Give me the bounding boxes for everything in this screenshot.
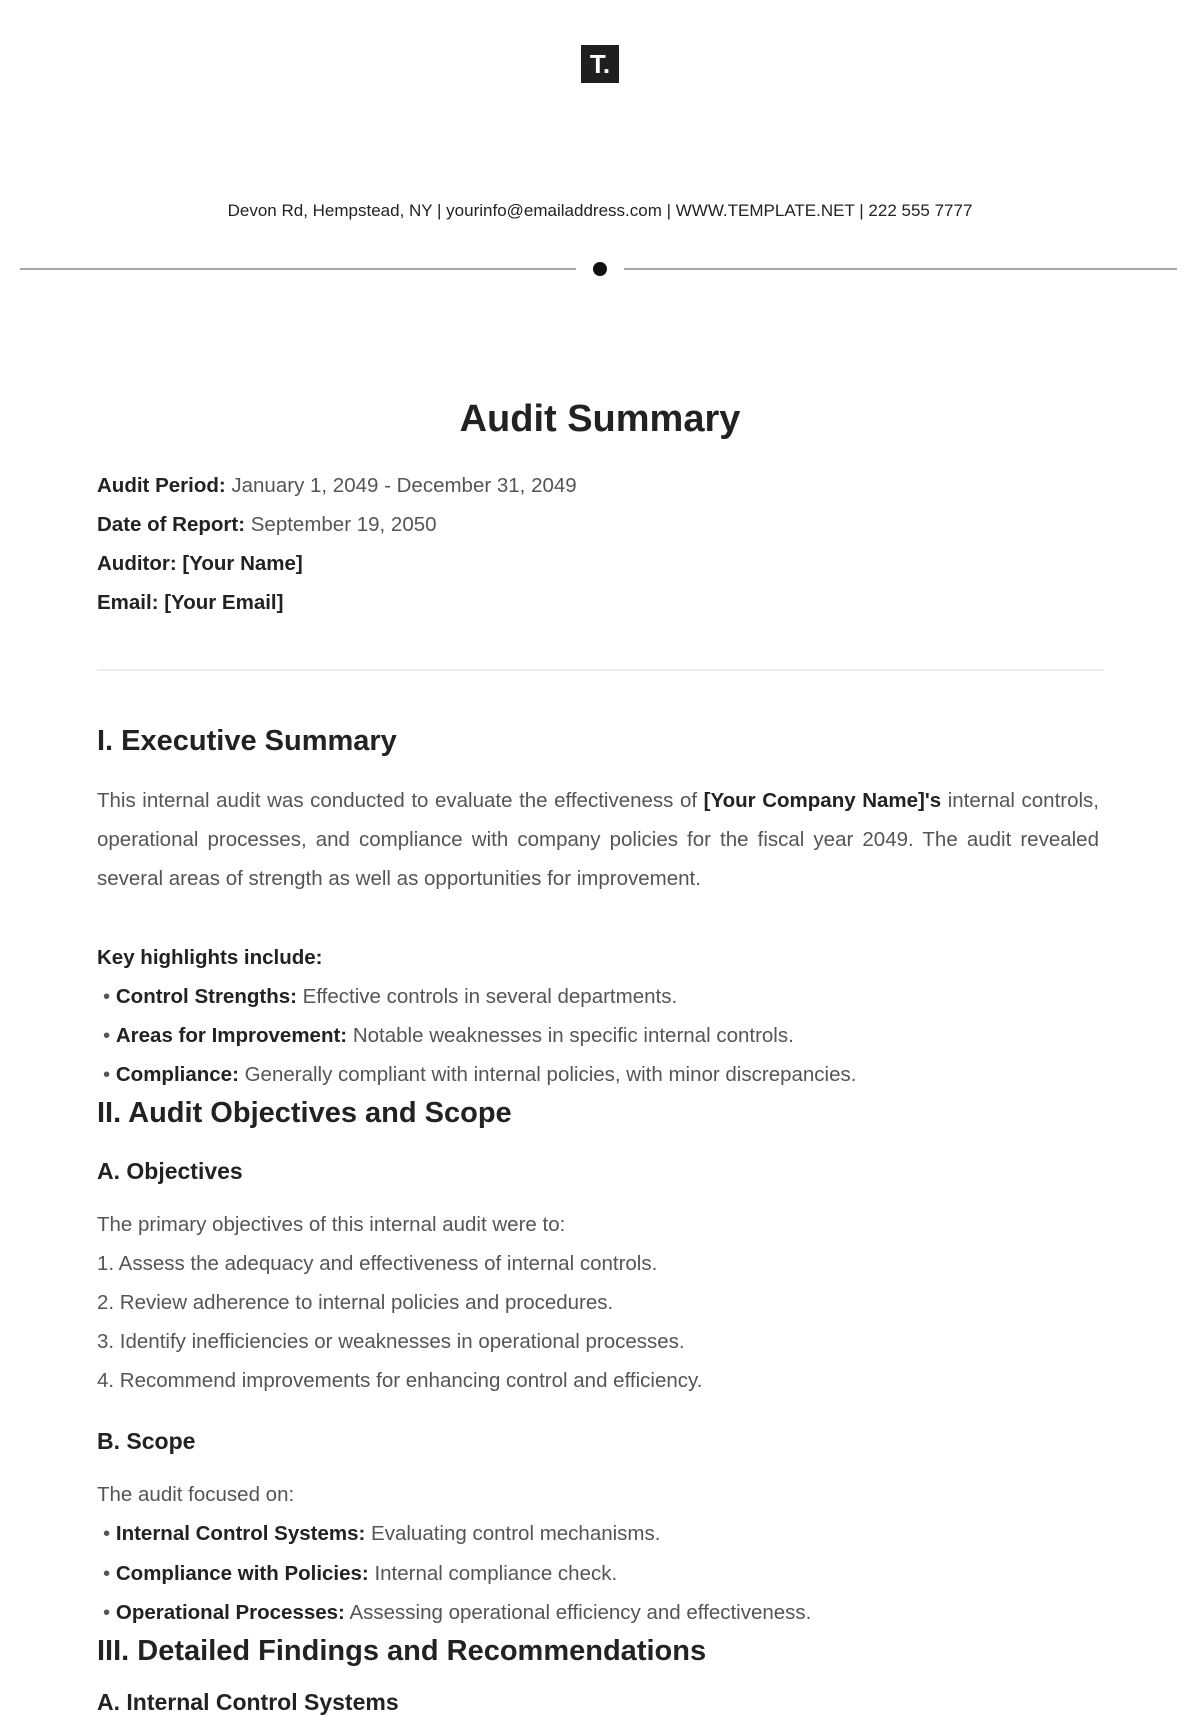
meta-auditor: [97, 544, 303, 583]
item-label: Compliance:: [115, 1063, 239, 1086]
item-label: Control Strengths:: [115, 985, 297, 1008]
section-separator: [97, 669, 1104, 671]
list-item: • Areas for Improvement: Notable weaknesses in specific internal controls.: [103, 1024, 794, 1047]
list-item: • Compliance with Policies: Internal compliance check.: [103, 1562, 618, 1585]
heading-executive-summary: I. Executive Summary: [97, 725, 397, 757]
item-text: Generally compliant with internal policies, with minor discrepancies.: [238, 1063, 857, 1086]
list-item: 1. Assess the adequacy and effectiveness of internal controls.: [97, 1252, 658, 1275]
meta-date-of-report: [97, 505, 437, 544]
divider-dot: [593, 262, 607, 276]
list-item: • Control Strengths: Effective controls in several departments.: [103, 985, 678, 1008]
divider-left: [20, 268, 576, 270]
meta-value: September 19, 2050: [245, 513, 437, 536]
list-item: 4. Recommend improvements for enhancing control and efficiency.: [97, 1369, 703, 1392]
list-item: • Internal Control Systems: Evaluating control mechanisms.: [103, 1522, 661, 1545]
objectives-intro: The primary objectives of this internal audit were to:: [97, 1213, 566, 1236]
heading-objectives-scope: II. Audit Objectives and Scope: [97, 1097, 512, 1129]
item-label: Operational Processes:: [115, 1601, 345, 1624]
key-highlights-label: [97, 938, 323, 977]
company-name: [Your Company Name]'s: [703, 789, 942, 812]
scope-intro: The audit focused on:: [97, 1483, 295, 1506]
item-label: Internal Control Systems:: [115, 1522, 366, 1545]
item-text: Effective controls in several departments.: [296, 985, 678, 1008]
text: This internal audit was conducted to evaluate the effectiveness of: [97, 789, 704, 812]
contact-line: Devon Rd, Hempstead, NY | yourinfo@emailaddress.com | WWW.TEMPLATE.NET | 222 555 7777: [227, 201, 973, 220]
meta-email: [97, 583, 283, 622]
meta-label: Date of Report:: [97, 513, 246, 536]
text: internal controls, operational processes, and compliance with company policies for the fiscal year 2049. The audit revealed several areas of strength as well as opportunities for improvement.: [97, 789, 1099, 890]
item-text: Assessing operational efficiency and effectiveness.: [344, 1601, 812, 1624]
list-item: • Compliance: Generally compliant with internal policies, with minor discrepancies.: [103, 1063, 857, 1086]
meta-label: Audit Period:: [97, 474, 226, 497]
item-label: Compliance with Policies:: [115, 1562, 369, 1585]
meta-label: Email: [Your Email]: [97, 591, 284, 614]
item-text: Notable weaknesses in specific internal controls.: [347, 1024, 794, 1047]
heading-findings: III. Detailed Findings and Recommendations: [97, 1635, 707, 1667]
label: Key highlights include:: [97, 946, 323, 969]
list-item: 3. Identify inefficiencies or weaknesses in operational processes.: [97, 1330, 685, 1353]
logo: T.: [581, 45, 619, 83]
item-text: Evaluating control mechanisms.: [365, 1522, 661, 1545]
meta-value: January 1, 2049 - December 31, 2049: [225, 474, 577, 497]
item-label: Areas for Improvement:: [115, 1024, 348, 1047]
list-item: 2. Review adherence to internal policies and procedures.: [97, 1291, 614, 1314]
list-item: • Operational Processes: Assessing operational efficiency and effectiveness.: [103, 1601, 812, 1624]
meta-label: Auditor: [Your Name]: [97, 552, 303, 575]
executive-summary-paragraph: [97, 781, 1099, 898]
heading-internal-control-systems: A. Internal Control Systems: [97, 1689, 399, 1715]
item-text: Internal compliance check.: [368, 1562, 618, 1585]
meta-audit-period: [97, 466, 577, 505]
heading-objectives: A. Objectives: [97, 1158, 243, 1184]
page-title: Audit Summary: [459, 398, 741, 440]
heading-scope: B. Scope: [97, 1428, 196, 1454]
divider-right: [624, 268, 1177, 270]
